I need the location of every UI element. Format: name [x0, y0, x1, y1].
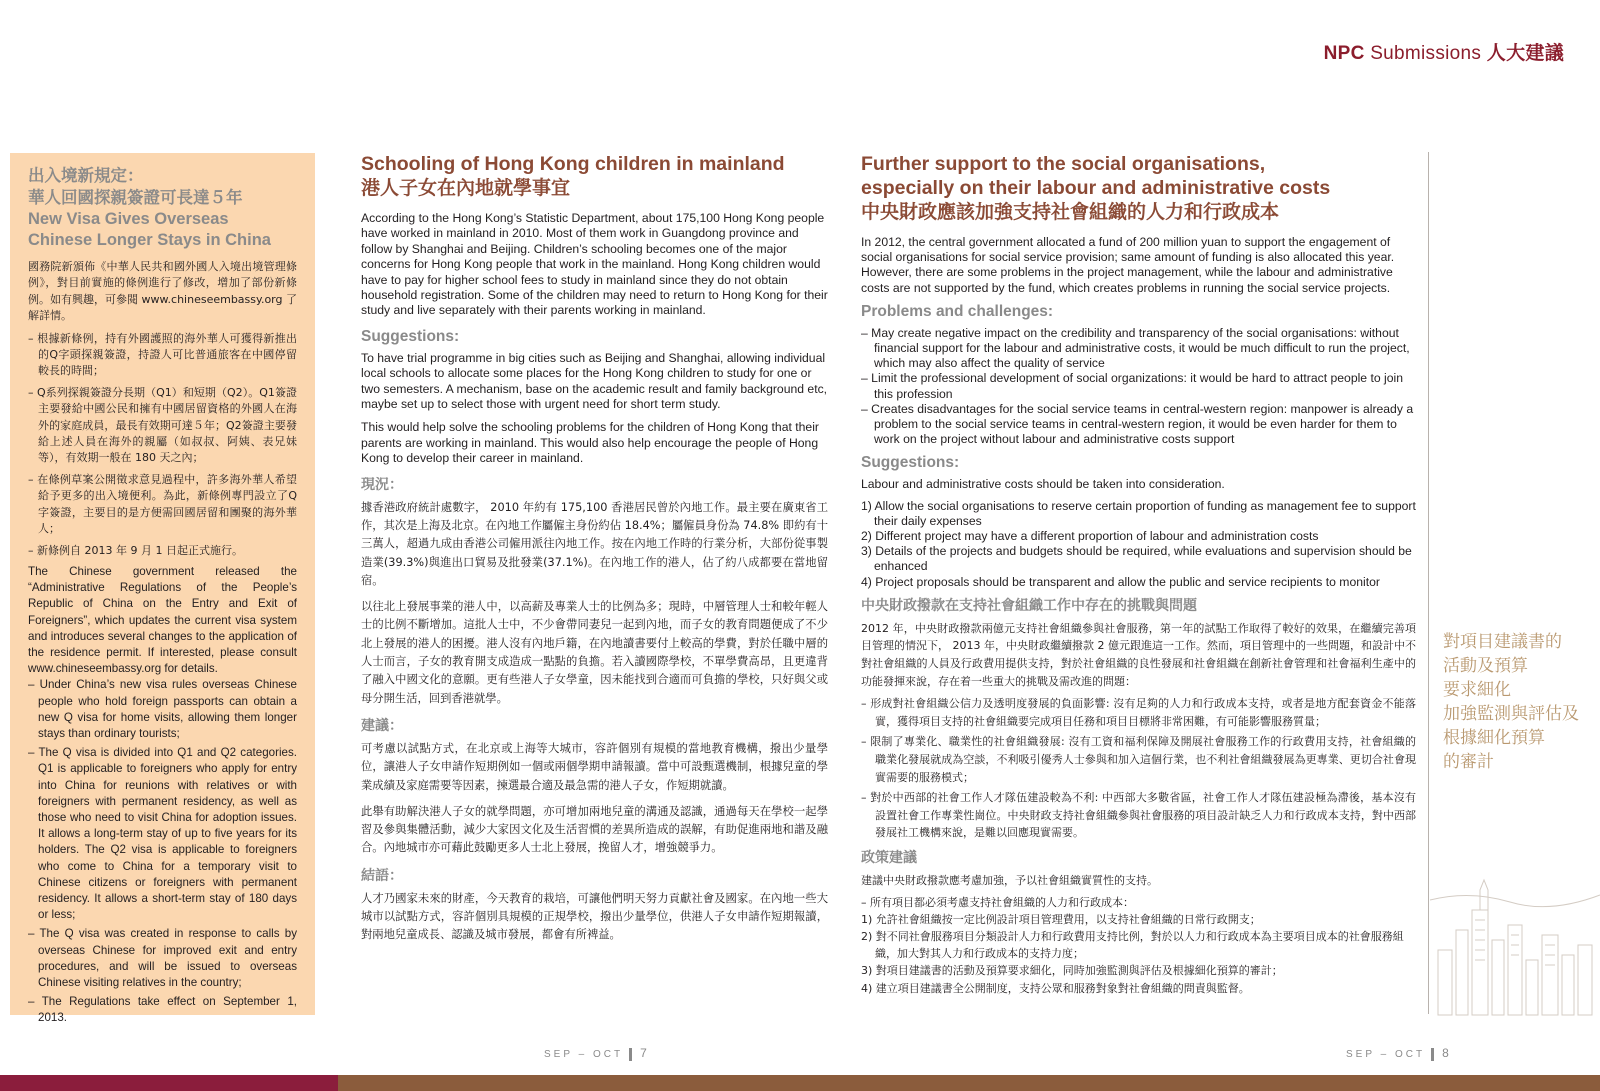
- social-zh-bullet: – 限制了專業化、職業性的社會組織發展: 沒有工資和福利保障及開展社會服務工作的行政費用支持，社會組織的職業化發展就成為空談，不利吸引優秀人士參與和加入這個行業，也不利社會組織發展為更專業、更切合社會現實需要的服務模式；: [861, 735, 1416, 784]
- social-title-en-2: especially on their labour and administrative costs: [861, 177, 1331, 199]
- sidebar-title-zh-2: 華人回國探親簽證可長達５年: [28, 189, 243, 207]
- sidebar-bullet-en: – The Regulations take effect on September 1, 2013.: [28, 995, 297, 1025]
- social-problem-item: – Limit the professional development of social organizations: it would be hard to attract people to join this profession: [861, 371, 1403, 401]
- pull-quote-line: 的審計: [1443, 752, 1494, 772]
- pull-quote: [1443, 630, 1593, 774]
- schooling-title-en: Schooling of Hong Kong children in mainland: [361, 153, 785, 175]
- column-divider: [1428, 152, 1429, 1014]
- social-problems-heading: Problems and challenges:: [861, 302, 1054, 320]
- masthead-submissions: Submissions: [1370, 43, 1482, 64]
- sidebar-bullet-en: – The Q visa was created in response to calls by overseas Chinese for improved exit and entry procedures, and will be issued to overseas Chinese visiting relatives in the country;: [28, 927, 297, 989]
- social-zh-heading-policy: 政策建議: [861, 848, 917, 865]
- sidebar-title-en-1: New Visa Gives Overseas: [28, 210, 229, 228]
- social-suggestion-item: 4) Project proposals should be transparent and allow the public and service recipients to monitor: [861, 574, 1380, 589]
- footer-bar-left: [0, 1075, 338, 1091]
- social-zh-list-item: 1) 允許社會組織按一定比例設計項目管理費用，以支持社會組織的日常行政開支；: [861, 912, 1261, 926]
- sidebar-intro-zh: 國務院新頒佈《中華人民共和國外國人入境出境管理條例》，對目前實施的條例進行了修改，增加了部份新條例。如有興趣，可參閱 www.chineseembassy.org 了解詳情。: [28, 260, 297, 323]
- social-suggestion-item: 2) Different project may have a different proportion of labour and administration costs: [861, 529, 1319, 544]
- schooling-title-zh: 港人子女在內地就學事宜: [361, 178, 571, 199]
- sidebar-bullet-zh: – 新條例自 2013 年 9 月 1 日起正式施行。: [28, 543, 243, 557]
- pull-quote-line: 要求細化: [1443, 680, 1511, 700]
- social-zh-list-item: 2) 對不同社會服務項目分類設計人力和行政費用支持比例，對於以人力和行政成本為主要項目成本的社會服務組織，加大對其人力和行政成本的支持力度；: [861, 929, 1404, 961]
- folio-divider: [1431, 1048, 1434, 1061]
- schooling-paragraph: This would help solve the schooling problems for the children of Hong Kong that their parents are working in mainland. This would also help encourage the people of Hong Kong to develop their career in mainland.: [361, 420, 819, 466]
- page-number: 7: [640, 1046, 647, 1060]
- schooling-conclusion-heading: 結語：: [361, 866, 403, 883]
- social-paragraph: In 2012, the central government allocated a fund of 200 million yuan to support the engagement of social organisations for social service provision; same amount of funding is also allocated this year. However, there are some problems in the project management, while the labour and administrative costs are not supported by the fund, which creates problems in running the social service projects.: [861, 235, 1395, 295]
- schooling-article: [361, 152, 828, 953]
- social-suggestions-intro: Labour and administrative costs should be taken into consideration.: [861, 477, 1225, 492]
- folio-issue: SEP – OCT: [1346, 1049, 1426, 1060]
- schooling-paragraph-zh: 人才乃國家未來的財產，今天教育的栽培，可讓他們明天努力貢獻社會及國家。在內地一些大城市以試點方式，容許個別具規模的正規學校，撥出少量學位，供港人子女申請作短期報讀，對兩地兒童成長、認識及城市發展，都會有所裨益。: [361, 891, 828, 942]
- pull-quote-line: 加強監測與評估及: [1443, 704, 1579, 724]
- schooling-suggestions-zh-heading: 建議：: [361, 716, 403, 733]
- schooling-status-heading: 現況：: [361, 475, 403, 492]
- sidebar-intro-en: The Chinese government released the “Administrative Regulations of the People’s Republic of China on the Entry and Exit of Foreigners”, which updates the current visa system and introduces several changes to the application of the residence permit. If interested, please consult www.chineseembassy.org for details.: [28, 564, 297, 676]
- sidebar-title-zh-1: 出入境新規定：: [28, 167, 144, 185]
- social-suggestion-item: 3) Details of the projects and budgets should be required, while evaluations and supervision should be enhanced: [861, 544, 1412, 574]
- sidebar-bullet-en: – Under China’s new visa rules overseas Chinese people who hold foreign passports can obtain a new Q visa for home visits, allowing them longer stays than ordinary tourists;: [28, 678, 297, 740]
- masthead: [1324, 38, 1564, 65]
- footer-bar-right: [338, 1075, 1600, 1091]
- social-paragraph-zh: 2012 年，中央財政撥款兩億元支持社會組織參與社會服務，第一年的試點工作取得了較好的效果，在繼續完善項目管理的情況下， 2013 年，中央財政繼續撥款 2 億元跟進這一工作。然而，項目管理中的一些問題，和設計中不對社會組織的人員及行政費用提供支持，對於社會組織的良性發展和社會組織在創新社會管理和社會福利生產中的功能發揮來說，存在着一些重大的挑戰及需改進的問題：: [861, 621, 1416, 688]
- schooling-paragraph-zh: 可考慮以試點方式，在北京或上海等大城市，容許個別有規模的當地教育機構，撥出少量學位，讓港人子女申請作短期例如一個或兩個學期申請報讀。當中可設甄選機制，根據兒童的學業成績及家庭需要等因素，揀選最合適及最急需的港人子女，作短期就讀。: [361, 741, 828, 792]
- social-title-zh: 中央財政應該加強支持社會組織的人力和行政成本: [861, 202, 1280, 223]
- social-zh-list-item: – 所有項目都必須考慮支持社會組織的人力和行政成本：: [861, 895, 1134, 909]
- folio-divider: [629, 1048, 632, 1061]
- schooling-suggestions-heading: Suggestions:: [361, 327, 460, 345]
- social-title-en-1: Further support to the social organisations,: [861, 153, 1266, 175]
- social-suggestion-item: 1) Allow the social organisations to reserve certain proportion of funding as management fee to support their daily expenses: [861, 498, 1416, 528]
- social-zh-bullet: – 對於中西部的社會工作人才隊伍建設較為不利: 中西部大多數省區，社會工作人才隊伍建設極為滯後，基本沒有設置社會工作專業性崗位。中央財政支持社會組織參與社會服務的項目設計缺乏人力和行政成本支持，對中西部發展社工機構來說，是難以回應現實需要。: [861, 791, 1416, 840]
- social-zh-list-item: 3) 對項目建議書的活動及預算要求細化，同時加強監測與評估及根據細化預算的審計；: [861, 964, 1283, 978]
- pull-quote-line: 活動及預算: [1443, 656, 1528, 676]
- visa-sidebar: [10, 153, 315, 1025]
- social-problem-item: – Creates disadvantages for the social service teams in central-western region: manpower is already a problem to the social service teams in central-western region, it would be even harder for them to work on the project without labour and administrative costs support: [861, 401, 1414, 447]
- social-zh-list-item: 4) 建立項目建議書全公開制度，支持公眾和服務對象對社會組織的問責與監督。: [861, 981, 1250, 995]
- social-problem-item: – May create negative impact on the credibility and transparency of the social organisations: without financial support for the labour and administrative costs, it would be much difficult to run the project, which may also affect the quality of service: [861, 325, 1410, 371]
- pull-quote-line: 根據細化預算: [1443, 728, 1545, 748]
- folio-issue: SEP – OCT: [544, 1049, 624, 1060]
- skyline-illustration: [1430, 840, 1600, 1015]
- social-paragraph-zh: 建議中央財政撥款應考慮加強，予以社會組織實質性的支持。: [861, 873, 1158, 887]
- social-org-article: [861, 152, 1416, 997]
- sidebar-bullet-zh: – 在條例草案公開徵求意見過程中，許多海外華人希望給予更多的出入境便利。為此，新條例專門設立了Q字簽證，主要目的是方便需回國居留和團聚的海外華人；: [28, 472, 297, 536]
- masthead-zh: 人大建議: [1486, 43, 1564, 64]
- page-folio-right: [1346, 1046, 1449, 1061]
- social-zh-bullet: – 形成對社會組織公信力及透明度發展的負面影響: 沒有足夠的人力和行政成本支持，或者是地方配套資金不能落實，獲得項目支持的社會組織要完成項目任務和項目目標將非常困難，有可能影響服務質量；: [861, 697, 1416, 728]
- page-folio-left: [544, 1046, 647, 1061]
- pull-quote-line: 對項目建議書的: [1443, 632, 1562, 652]
- sidebar-bullet-zh: – Q系列探親簽證分長期（Q1）和短期（Q2）。Q1簽證主要發給中國公民和擁有中國居留資格的外國人在海外的家庭成員，最長有效期可達５年；Q2簽證主要發給上述人員在海外的親屬（如叔叔、阿姨、表兄妹等），有效期一般在 180 天之內；: [28, 385, 297, 465]
- social-zh-heading-challenges: 中央財政撥款在支持社會組織工作中存在的挑戰與問題: [861, 596, 1197, 613]
- sidebar-bullet-en: – The Q visa is divided into Q1 and Q2 categories. Q1 is applicable to foreigners who apply for entry into China for reunions with relatives or with foreigners with permanent residency, as well as those who need to visit China for adoption issues. It allows a long-term stay of up to five years for its holders. The Q2 visa is applicable to foreigners who come to China for a temporary visit to Chinese citizens or foreigners with permanent residency. It allows a short-term stay of 180 days or less;: [28, 746, 297, 922]
- masthead-npc: NPC: [1323, 43, 1365, 64]
- schooling-paragraph: To have trial programme in big cities such as Beijing and Shanghai, allowing individual local schools to allocate some places for the Hong Kong children to study for one or two semesters. A mechanism, base on the academic result and family background etc, maybe set up to select those with urgent need for short term study.: [361, 350, 828, 412]
- sidebar-title-en-2: Chinese Longer Stays in China: [28, 231, 271, 249]
- social-suggestions-heading: Suggestions:: [861, 454, 960, 472]
- schooling-paragraph-zh: 據香港政府統計處數字， 2010 年約有 175,100 香港居民曾於內地工作。最主要在廣東省工作，其次是上海及北京。在內地工作屬僱主身份約佔 18.4%；屬僱員身份為 74.8% 即約有十三萬人，超過九成由香港公司僱用派往內地工作。按在內地工作時的行業分析，大部份從事製造業(39.3%)與進出口貿易及批發業(37.1%)。在內地工作的港人，佔了約八成都要在當地留宿。: [361, 500, 828, 587]
- schooling-paragraph-zh: 以往北上發展事業的港人中，以高薪及專業人士的比例為多；現時，中層管理人士和較年輕人士的比例不斷增加。這批人士中，不少會帶同妻兒一起到內地，而子女的教育問題便成了不少北上發展的港人的困擾。港人沒有內地戶籍，在內地讀書要付上較高的學費，對於任職中層的人士而言，子女的教育開支成造成一點點的負擔。若入讀國際學校，不單學費高昂，且更違背了融入中國文化的意願。更有些港人子女學童，因未能找到合適而可負擔的學校，只好與父或母分開生活，回到香港就學。: [361, 600, 828, 705]
- sidebar-title-en: [28, 209, 297, 251]
- sidebar-bullet-zh: – 根據新條例，持有外國護照的海外華人可獲得新推出的Q字頭探親簽證，持證人可比普通旅客在中國停留較長的時間；: [28, 331, 297, 378]
- page-number: 8: [1442, 1046, 1449, 1060]
- schooling-paragraph-zh: 此舉有助解決港人子女的就學問題，亦可增加兩地兒童的溝通及認識，通過每天在學校一起學習及參與集體活動，減少大家因文化及生活習慣的差異所造成的誤解，有助促進兩地和諧及融合。內地城市亦可藉此鼓勵更多人士北上發展，挽留人才，增強競爭力。: [361, 804, 828, 855]
- schooling-paragraph: According to the Hong Kong’s Statistic Department, about 175,100 Hong Kong people have worked in mainland in 2010. Most of them work in Guangdong province and follow by Shanghai and Beijing. Children’s schooling becomes one of the major concerns for Hong Kong people that work in the mainland. Hong Kong children would have to pay for higher school fees to study in mainland since they do not obtain household registration. Some of the children may need to return to Hong Kong for their study and live separately with their parents working in mainland.: [361, 211, 828, 318]
